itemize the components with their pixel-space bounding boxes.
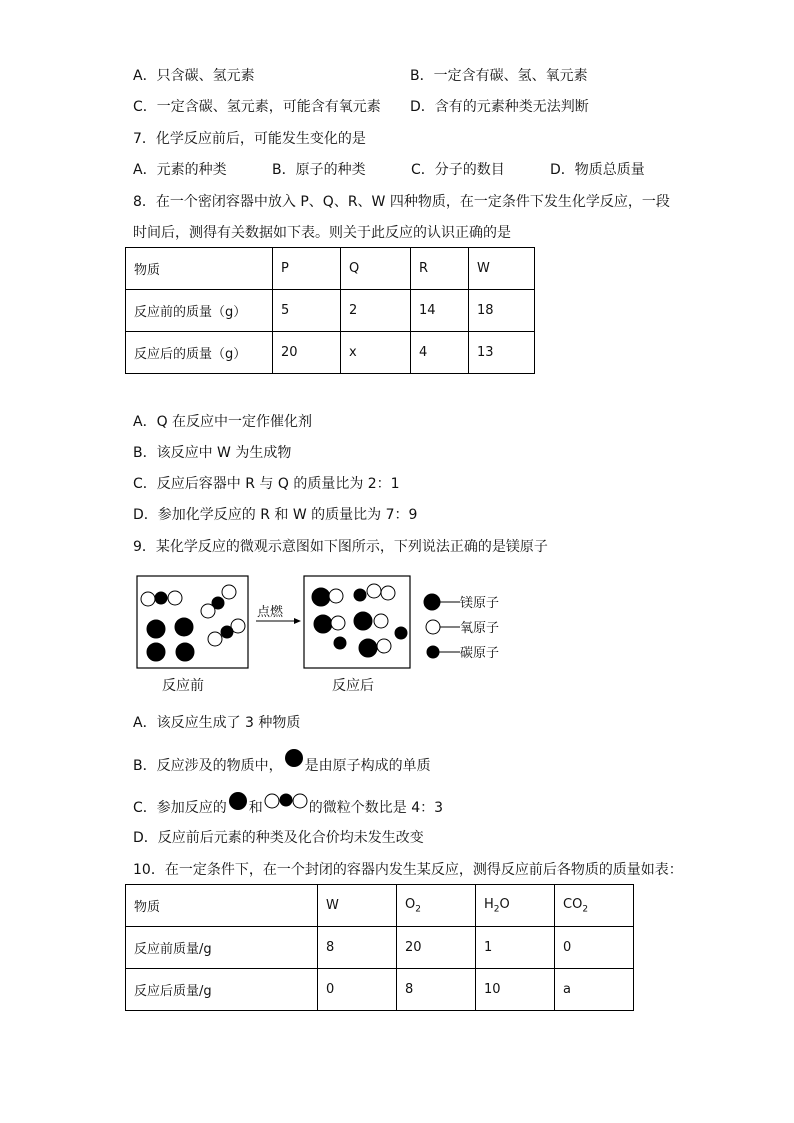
q9-option-b-prefix: B．反应涉及的物质中， bbox=[133, 758, 283, 774]
legend-label-oxygen: 氧原子 bbox=[460, 621, 500, 636]
table-header-row bbox=[126, 885, 634, 927]
formula-subscript: 2 bbox=[493, 904, 500, 915]
magnesium-atom-icon bbox=[424, 594, 440, 610]
q8-option-d: D．参加化学反应的 R 和 W 的质量比为 7：9 bbox=[133, 507, 418, 523]
table-cell: 10 bbox=[476, 969, 555, 1011]
q7-stem: 7．化学反应前后，可能发生变化的是 bbox=[133, 131, 366, 147]
formula-co2: CO bbox=[563, 896, 583, 912]
q9-option-c-suffix: 的微粒个数比是 4：3 bbox=[308, 800, 444, 816]
q9-option-c-prefix: C．参加反应的 bbox=[133, 800, 227, 816]
table-cell: a bbox=[555, 969, 634, 1011]
table-cell bbox=[397, 885, 476, 927]
formula-subscript: 2 bbox=[582, 904, 589, 915]
formula-o2: O bbox=[405, 896, 416, 912]
formula-subscript: 2 bbox=[415, 904, 421, 915]
table-cell: 2 bbox=[341, 290, 411, 332]
table-row bbox=[126, 969, 634, 1011]
legend bbox=[424, 594, 499, 661]
q8-option-c: C．反应后容器中 R 与 Q 的质量比为 2：1 bbox=[133, 476, 400, 492]
q9-option-b-suffix: 是由原子构成的单质 bbox=[304, 758, 431, 774]
table-cell: 8 bbox=[397, 969, 476, 1011]
caption-after: 反应后 bbox=[332, 678, 374, 694]
reaction-diagram bbox=[130, 572, 530, 700]
table-cell: 20 bbox=[397, 927, 476, 969]
table-cell: R bbox=[411, 248, 469, 290]
formula-h2o: H bbox=[484, 896, 494, 912]
table-cell: 8 bbox=[318, 927, 397, 969]
table-cell: 14 bbox=[411, 290, 469, 332]
table-cell: 5 bbox=[273, 290, 341, 332]
q7-option-b: B．原子的种类 bbox=[272, 162, 366, 178]
table-cell bbox=[476, 885, 555, 927]
q9-option-b bbox=[133, 756, 431, 776]
table-cell: 18 bbox=[469, 290, 535, 332]
table-cell: 物质 bbox=[126, 248, 273, 290]
q9-option-a: A．该反应生成了 3 种物质 bbox=[133, 715, 301, 731]
q9-option-d: D．反应前后元素的种类及化合价均未发生改变 bbox=[133, 830, 424, 846]
carbon-atom-icon bbox=[427, 646, 439, 658]
q6-option-c: C．一定含碳、氢元素，可能含有氧元素 bbox=[133, 99, 381, 115]
q8-data-table bbox=[125, 247, 535, 374]
magnesium-atom-icon bbox=[283, 747, 305, 769]
q9-stem: 9．某化学反应的微观示意图如下图所示，下列说法正确的是镁原子 bbox=[133, 539, 548, 555]
legend-label-magnesium: 镁原子 bbox=[460, 596, 500, 611]
oxygen-atom-icon bbox=[426, 620, 440, 634]
magnesium-atom-icon bbox=[227, 790, 249, 812]
table-cell: 反应前的质量（g） bbox=[126, 290, 273, 332]
q8-option-a: A．Q 在反应中一定作催化剂 bbox=[133, 414, 313, 430]
q9-option-c-mid: 和 bbox=[248, 800, 263, 816]
caption-before: 反应前 bbox=[162, 678, 204, 694]
arrow-head bbox=[294, 618, 301, 624]
after-molecules bbox=[312, 584, 407, 657]
q7-option-a: A．元素的种类 bbox=[133, 162, 227, 178]
table-cell: W bbox=[469, 248, 535, 290]
table-cell: x bbox=[341, 332, 411, 374]
table-cell: Q bbox=[341, 248, 411, 290]
q10-data-table bbox=[125, 884, 634, 1011]
q6-option-d: D．含有的元素种类无法判断 bbox=[410, 99, 589, 115]
table-cell: P bbox=[273, 248, 341, 290]
formula-tail: O bbox=[499, 896, 510, 912]
table-cell: 物质 bbox=[126, 885, 318, 927]
q8-option-b: B．该反应中 W 为生成物 bbox=[133, 445, 292, 461]
table-header-row bbox=[126, 248, 535, 290]
table-cell: 反应后质量/g bbox=[126, 969, 318, 1011]
table-cell: 0 bbox=[555, 927, 634, 969]
q6-option-a: A．只含碳、氢元素 bbox=[133, 68, 255, 84]
q8-stem-line1: 8．在一个密闭容器中放入 P、Q、R、W 四种物质，在一定条件下发生化学反应，一段 bbox=[133, 194, 670, 210]
legend-label-carbon: 碳原子 bbox=[460, 646, 500, 661]
q7-option-c: C．分子的数目 bbox=[411, 162, 505, 178]
table-cell: 0 bbox=[318, 969, 397, 1011]
q9-option-c bbox=[133, 798, 443, 818]
q7-option-d: D．物质总质量 bbox=[550, 162, 645, 178]
table-cell: 13 bbox=[469, 332, 535, 374]
arrow-label: 点燃 bbox=[257, 605, 284, 620]
q6-option-b: B．一定含有碳、氢、氧元素 bbox=[410, 68, 588, 84]
before-molecules bbox=[141, 585, 245, 661]
table-cell bbox=[555, 885, 634, 927]
table-row bbox=[126, 927, 634, 969]
table-cell: 20 bbox=[273, 332, 341, 374]
table-row bbox=[126, 332, 535, 374]
table-cell: 4 bbox=[411, 332, 469, 374]
table-cell: 1 bbox=[476, 927, 555, 969]
table-cell: 反应后的质量（g） bbox=[126, 332, 273, 374]
q10-stem: 10．在一定条件下，在一个封闭的容器内发生某反应，测得反应前后各物质的质量如表： bbox=[133, 862, 683, 878]
table-cell: 反应前质量/g bbox=[126, 927, 318, 969]
carbon-dioxide-molecule-icon bbox=[263, 790, 309, 812]
table-cell: W bbox=[318, 885, 397, 927]
q8-stem-line2: 时间后，测得有关数据如下表。则关于此反应的认识正确的是 bbox=[133, 225, 511, 241]
table-row bbox=[126, 290, 535, 332]
